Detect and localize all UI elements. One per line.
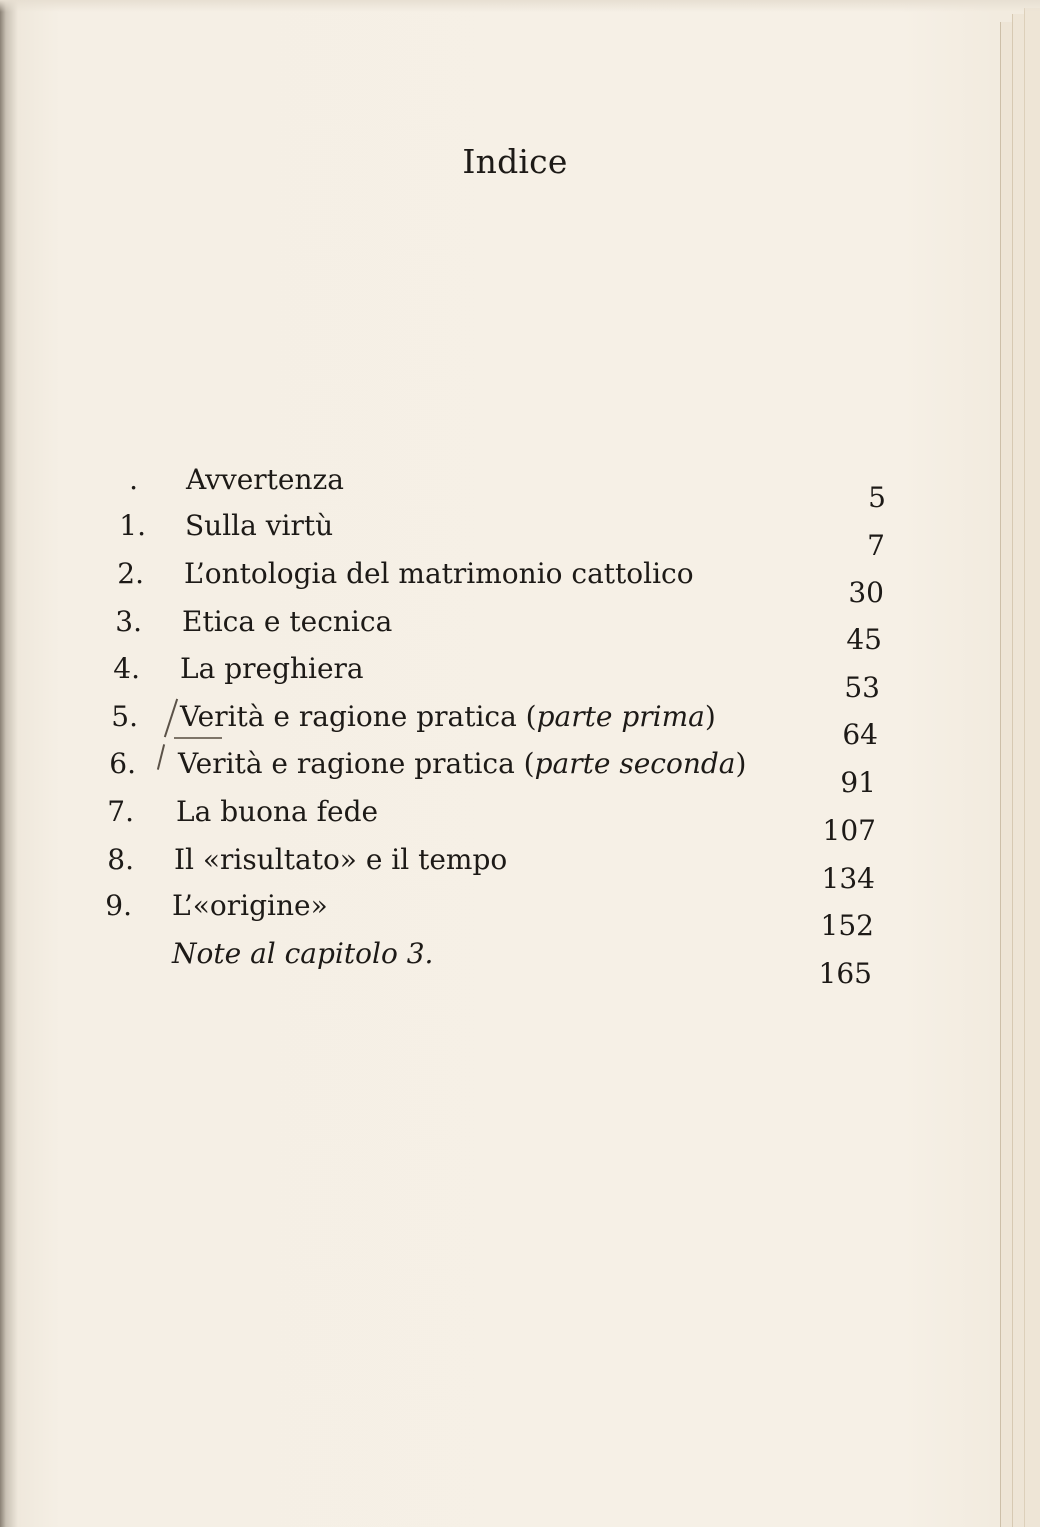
entry-page: 134 <box>821 862 875 895</box>
toc-entry <box>0 460 1000 514</box>
entry-number: 1. <box>119 509 146 542</box>
toc-entry <box>0 792 1000 847</box>
toc-entry <box>0 697 1000 751</box>
entry-title-italic: parte prima <box>536 700 705 733</box>
entry-title: La buona fede <box>176 795 379 828</box>
entry-number: 2. <box>117 557 144 590</box>
entry-page: 165 <box>818 957 872 990</box>
toc-entry <box>0 506 1000 562</box>
entry-title: L’ontologia del matrimonio cattolico <box>184 557 694 590</box>
entry-title: Verità e ragione pratica (parte prima) <box>180 700 716 733</box>
entry-title: La preghiera <box>180 652 364 685</box>
entry-page: 91 <box>840 766 876 799</box>
entry-title: Avvertenza <box>186 463 344 496</box>
toc-entry <box>0 934 1000 990</box>
entry-title: Il «risultato» e il tempo <box>174 843 508 876</box>
entry-title: Sulla virtù <box>185 509 334 542</box>
entry-number: 3. <box>115 605 142 638</box>
entry-page: 7 <box>867 529 885 562</box>
entry-page: 107 <box>822 814 876 847</box>
toc-entry <box>0 649 1000 704</box>
entry-number: 8. <box>107 843 134 876</box>
entry-page: 5 <box>868 481 886 514</box>
entry-number: 5. <box>111 700 138 733</box>
page-edge <box>1024 8 1040 1527</box>
entry-page: 45 <box>846 623 882 656</box>
toc-entry <box>0 744 1000 799</box>
toc-entry <box>0 554 1000 609</box>
entry-number: 4. <box>113 652 140 685</box>
toc-entry <box>0 602 1000 656</box>
entry-number: 7. <box>107 795 134 828</box>
entry-page: 152 <box>820 909 874 942</box>
entry-title: Note al capitolo 3. <box>172 937 434 970</box>
entry-title-italic: parte seconda <box>534 747 736 780</box>
entry-title: L’«origine» <box>172 889 328 922</box>
toc-entry <box>0 840 1000 895</box>
toc-entry <box>0 886 1000 942</box>
entry-page: 30 <box>848 576 884 609</box>
entry-page: 53 <box>844 671 880 704</box>
entry-title-main: Verità e ragione pratica <box>180 700 517 733</box>
entry-title: Etica e tecnica <box>182 605 393 638</box>
page-title: Indice <box>462 142 568 181</box>
entry-title-main: Verità e ragione pratica <box>178 747 515 780</box>
entry-number: 6. <box>109 747 136 780</box>
entry-number: . <box>129 463 138 496</box>
entry-page: 64 <box>842 718 878 751</box>
pencil-mark <box>174 737 222 739</box>
entry-number: 9. <box>105 889 132 922</box>
entry-title: Verità e ragione pratica (parte seconda) <box>178 747 747 780</box>
